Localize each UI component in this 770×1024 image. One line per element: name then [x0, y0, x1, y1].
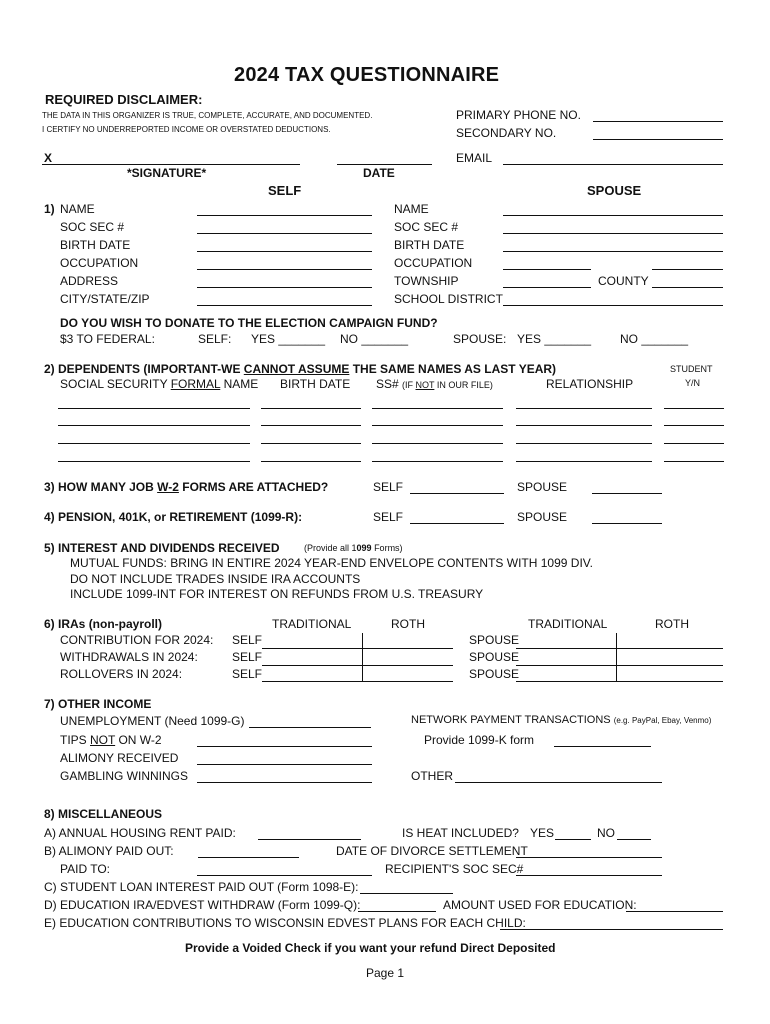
- divorce-date-label: DATE OF DIVORCE SETTLEMENT: [336, 844, 528, 858]
- section-7-label: [44, 697, 151, 711]
- amount-education-field[interactable]: [626, 911, 723, 912]
- ira-self-label-2: SELF: [232, 650, 263, 664]
- spouse-roth-header: ROTH: [655, 617, 689, 631]
- section-4-number: 4): [44, 510, 55, 524]
- section-5-number: 5): [44, 541, 55, 555]
- dependent-4-ssn-field[interactable]: [372, 461, 503, 462]
- alimony-paid-label: B) ALIMONY PAID OUT:: [44, 844, 174, 858]
- dependent-student-yn: Y/N: [685, 378, 701, 388]
- dependent-4-relationship-field[interactable]: [516, 461, 652, 462]
- pension-spouse-label: SPOUSE: [517, 510, 568, 524]
- donate-self-label: SELF:: [198, 332, 232, 346]
- amount-education-label: AMOUNT USED FOR EDUCATION:: [443, 898, 637, 912]
- ira-spouse-label-2: SPOUSE: [469, 650, 520, 664]
- alimony-paid-field[interactable]: [198, 857, 299, 858]
- section-5-note: [304, 543, 403, 553]
- heat-no-field[interactable]: [617, 839, 651, 840]
- ira-spouse-label-3: SPOUSE: [469, 667, 520, 681]
- ira-withdrawals-label: WITHDRAWALS IN 2024:: [60, 650, 198, 664]
- donate-self-no[interactable]: NO _______: [340, 332, 409, 346]
- rent-paid-field[interactable]: [258, 839, 361, 840]
- date-label: DATE: [363, 166, 395, 180]
- signature-date-field[interactable]: [337, 164, 432, 165]
- dependent-relationship-column: RELATIONSHIP: [546, 377, 634, 391]
- section-7-text: OTHER INCOME: [58, 697, 152, 711]
- unemployment-label: UNEMPLOYMENT (Need 1099-G): [60, 714, 245, 728]
- spouse-traditional-header: TRADITIONAL: [528, 617, 608, 631]
- rent-paid-label: A) ANNUAL HOUSING RENT PAID:: [44, 826, 236, 840]
- ira-self-traditional-1-field[interactable]: [262, 648, 362, 649]
- ira-self-label-3: SELF: [232, 667, 263, 681]
- section-2-heading-underlined: CANNOT ASSUME: [243, 362, 350, 376]
- donate-question: DO YOU WISH TO DONATE TO THE ELECTION CAMPAIGN FUND?: [60, 316, 438, 330]
- section-5-text: INTEREST AND DIVIDENDS RECEIVED: [58, 541, 280, 555]
- dependent-2-relationship-field[interactable]: [516, 425, 652, 426]
- section-8-number: 8): [44, 807, 55, 821]
- school-district-field[interactable]: [503, 305, 723, 306]
- section-4-label: [44, 510, 302, 524]
- gambling-field[interactable]: [197, 782, 372, 783]
- donate-spouse-label: SPOUSE:: [453, 332, 507, 346]
- spouse-occupation-field-2[interactable]: [652, 269, 723, 270]
- network-payment-text: NETWORK PAYMENT TRANSACTIONS: [411, 714, 611, 726]
- ira-spouse-column-divider: [616, 633, 617, 682]
- treasury-interest-note: INCLUDE 1099-INT FOR INTEREST ON REFUNDS FROM U.S. TREASURY: [70, 587, 484, 601]
- ira-spouse-traditional-1-field[interactable]: [516, 648, 616, 649]
- dependent-name-col-u: FORMAL: [170, 377, 221, 391]
- section-3-label-u: W-2: [157, 480, 179, 494]
- student-loan-label: C) STUDENT LOAN INTEREST PAID OUT (Form 1098-E):: [44, 880, 359, 894]
- ira-self-roth-3-field[interactable]: [362, 681, 453, 682]
- signature-label: *SIGNATURE*: [127, 166, 207, 180]
- donate-self-yes[interactable]: YES _______: [251, 332, 326, 346]
- w2-self-field[interactable]: [410, 493, 504, 494]
- section-4-text: PENSION, 401K, or RETIREMENT (1099-R):: [58, 510, 303, 524]
- spouse-ssn-field[interactable]: [503, 233, 723, 234]
- section-5-label: [44, 541, 280, 555]
- w2-self-label: SELF: [373, 480, 404, 494]
- self-roth-header: ROTH: [391, 617, 425, 631]
- ira-self-traditional-3-field[interactable]: [262, 681, 362, 682]
- ira-spouse-traditional-3-field[interactable]: [516, 681, 616, 682]
- dependent-4-student-field[interactable]: [664, 461, 724, 462]
- network-payment-note: (e.g. PayPal, Ebay, Venmo): [613, 716, 712, 725]
- student-loan-field[interactable]: [360, 893, 453, 894]
- self-address-label: ADDRESS: [60, 274, 119, 288]
- spouse-header: SPOUSE: [587, 183, 642, 198]
- section-7-number: 7): [44, 697, 55, 711]
- tips-label-u: NOT: [90, 733, 116, 747]
- primary-phone-label: PRIMARY PHONE NO.: [456, 108, 581, 122]
- spouse-name-field[interactable]: [503, 215, 723, 216]
- alimony-received-field[interactable]: [197, 764, 372, 765]
- self-name-field[interactable]: [197, 215, 372, 216]
- section-2-heading-a: DEPENDENTS (IMPORTANT-WE: [58, 362, 244, 376]
- ira-rollovers-label: ROLLOVERS IN 2024:: [60, 667, 183, 681]
- ira-trades-note: DO NOT INCLUDE TRADES INSIDE IRA ACCOUNTS: [70, 572, 361, 586]
- mutual-funds-note: MUTUAL FUNDS: BRING IN ENTIRE 2024 YEAR-END ENVELOPE CONTENTS WITH 1099 DIV.: [70, 556, 594, 570]
- divorce-date-field[interactable]: [516, 857, 662, 858]
- federal-label: $3 TO FEDERAL:: [60, 332, 155, 346]
- alimony-received-label: ALIMONY RECEIVED: [60, 751, 179, 765]
- dependent-2-student-field[interactable]: [664, 425, 724, 426]
- self-birthdate-label: BIRTH DATE: [60, 238, 131, 252]
- ira-self-traditional-2-field[interactable]: [262, 665, 362, 666]
- network-payment-label: [411, 714, 711, 726]
- self-occupation-label: OCCUPATION: [60, 256, 139, 270]
- section-3-number: 3): [44, 480, 55, 494]
- secondary-phone-label: SECONDARY NO.: [456, 126, 557, 140]
- ira-self-label-1: SELF: [232, 633, 263, 647]
- dependent-3-student-field[interactable]: [664, 443, 724, 444]
- spouse-birthdate-field[interactable]: [503, 251, 723, 252]
- self-header: SELF: [268, 183, 302, 198]
- self-birthdate-field[interactable]: [197, 251, 372, 252]
- paid-to-label: PAID TO:: [60, 862, 111, 876]
- dependent-ssn-col-c: IN OUR FILE): [434, 380, 493, 390]
- dependent-ssn-col-b: (IF: [402, 380, 416, 390]
- self-occupation-field[interactable]: [197, 269, 372, 270]
- disclaimer-line-2: I CERTIFY NO UNDERREPORTED INCOME OR OVERSTATED DEDUCTIONS.: [42, 125, 331, 134]
- spouse-name-label: NAME: [394, 202, 429, 216]
- edvest-contributions-label: E) EDUCATION CONTRIBUTIONS TO WISCONSIN EDVEST PLANS FOR EACH CHILD:: [44, 916, 526, 930]
- edvest-contributions-field[interactable]: [500, 929, 723, 930]
- donate-spouse-yes[interactable]: YES _______: [517, 332, 592, 346]
- section-1-number: 1): [44, 202, 55, 216]
- email-field[interactable]: [503, 164, 723, 165]
- signature-x-mark: X: [44, 151, 53, 165]
- dependent-ssn-col-u: NOT: [415, 380, 435, 390]
- dependent-3-birthdate-field[interactable]: [261, 443, 361, 444]
- ira-self-roth-2-field[interactable]: [362, 665, 453, 666]
- dependent-2-birthdate-field[interactable]: [261, 425, 361, 426]
- dependent-name-col-b: NAME: [220, 377, 259, 391]
- pension-spouse-field[interactable]: [592, 523, 662, 524]
- dependent-birthdate-column: BIRTH DATE: [280, 377, 351, 391]
- self-city-field[interactable]: [197, 305, 372, 306]
- section-3-label-b: FORMS ARE ATTACHED?: [178, 480, 329, 494]
- dependent-name-column: [60, 377, 258, 391]
- ira-self-roth-1-field[interactable]: [362, 648, 453, 649]
- provide-1099k-label: Provide 1099-K form: [424, 733, 535, 747]
- education-ira-label: D) EDUCATION IRA/EDVEST WITHDRAW (Form 1099-Q):: [44, 898, 361, 912]
- donate-spouse-no[interactable]: NO _______: [620, 332, 689, 346]
- section-2-heading-b: THE SAME NAMES AS LAST YEAR): [349, 362, 557, 376]
- dependent-4-birthdate-field[interactable]: [261, 461, 361, 462]
- disclaimer-heading: REQUIRED DISCLAIMER:: [45, 92, 203, 107]
- ira-spouse-roth-1-field[interactable]: [616, 648, 723, 649]
- self-city-label: CITY/STATE/ZIP: [60, 292, 150, 306]
- spouse-birthdate-label: BIRTH DATE: [394, 238, 465, 252]
- ira-spouse-label-1: SPOUSE: [469, 633, 520, 647]
- self-ssn-label: SOC SEC #: [60, 220, 125, 234]
- education-ira-field[interactable]: [358, 911, 436, 912]
- section-5-note-c: Forms): [371, 543, 403, 553]
- voided-check-note: Provide a Voided Check if you want your refund Direct Deposited: [185, 941, 556, 955]
- ira-self-column-divider: [362, 633, 363, 682]
- school-district-label: SCHOOL DISTRICT: [394, 292, 503, 306]
- township-field[interactable]: [503, 287, 591, 288]
- section-6-number: 6): [44, 617, 55, 631]
- ira-spouse-roth-3-field[interactable]: [616, 681, 723, 682]
- dependent-2-name-field[interactable]: [58, 425, 250, 426]
- pension-self-label: SELF: [373, 510, 404, 524]
- pension-self-field[interactable]: [410, 523, 504, 524]
- dependent-ssn-column: [376, 377, 493, 391]
- spouse-ssn-label: SOC SEC #: [394, 220, 459, 234]
- heat-yes-field[interactable]: [555, 839, 591, 840]
- gambling-label: GAMBLING WINNINGS: [60, 769, 189, 783]
- section-2-number: 2): [44, 362, 55, 376]
- county-field[interactable]: [652, 287, 723, 288]
- w2-spouse-label: SPOUSE: [517, 480, 568, 494]
- section-6-label: [44, 617, 162, 631]
- self-traditional-header: TRADITIONAL: [272, 617, 352, 631]
- tips-field[interactable]: [197, 746, 372, 747]
- dependent-1-name-field[interactable]: [58, 408, 250, 409]
- township-label: TOWNSHIP: [394, 274, 459, 288]
- dependent-student-column: STUDENT: [670, 364, 713, 374]
- heat-yes-label: YES: [530, 826, 555, 840]
- section-5-note-b: 099: [356, 543, 372, 553]
- signature-field[interactable]: [42, 164, 300, 165]
- section-6-text: IRAs (non-payroll): [58, 617, 163, 631]
- dependent-4-name-field[interactable]: [58, 461, 250, 462]
- county-label: COUNTY: [598, 274, 649, 288]
- section-8-label: [44, 807, 162, 821]
- dependent-1-relationship-field[interactable]: [516, 408, 652, 409]
- disclaimer-line-1: THE DATA IN THIS ORGANIZER IS TRUE, COMPLETE, ACCURATE, AND DOCUMENTED.: [42, 111, 373, 120]
- section-8-text: MISCELLANEOUS: [58, 807, 163, 821]
- self-address-field[interactable]: [197, 287, 372, 288]
- dependent-1-ssn-field[interactable]: [372, 408, 503, 409]
- ira-contribution-label: CONTRIBUTION FOR 2024:: [60, 633, 214, 647]
- tips-label-a: TIPS: [60, 733, 91, 747]
- paid-to-field[interactable]: [197, 875, 372, 876]
- heat-no-label: NO: [597, 826, 615, 840]
- network-payment-field[interactable]: [554, 746, 651, 747]
- dependent-1-birthdate-field[interactable]: [261, 408, 361, 409]
- heat-included-label: IS HEAT INCLUDED?: [402, 826, 519, 840]
- spouse-occupation-label: OCCUPATION: [394, 256, 473, 270]
- self-name-label: NAME: [60, 202, 95, 216]
- dependent-3-ssn-field[interactable]: [372, 443, 503, 444]
- section-5-note-a: (Provide all 1: [304, 543, 357, 553]
- ira-spouse-traditional-2-field[interactable]: [516, 665, 616, 666]
- primary-phone-field[interactable]: [593, 121, 723, 122]
- secondary-phone-field[interactable]: [593, 139, 723, 140]
- section-3-label: [44, 480, 328, 494]
- recipient-ssn-label: RECIPIENT'S SOC SEC#: [385, 862, 524, 876]
- recipient-ssn-field[interactable]: [516, 875, 662, 876]
- ira-spouse-roth-2-field[interactable]: [616, 665, 723, 666]
- dependent-ssn-col-a: SS#: [376, 377, 399, 391]
- other-income-label: OTHER: [411, 769, 453, 783]
- other-income-field[interactable]: [455, 782, 662, 783]
- tips-label: [60, 733, 162, 747]
- email-label: EMAIL: [456, 151, 493, 165]
- dependent-3-name-field[interactable]: [58, 443, 250, 444]
- w2-spouse-field[interactable]: [592, 493, 662, 494]
- unemployment-field[interactable]: [249, 727, 371, 728]
- page-number: Page 1: [366, 966, 405, 980]
- dependent-3-relationship-field[interactable]: [516, 443, 652, 444]
- self-ssn-field[interactable]: [197, 233, 372, 234]
- page-title: 2024 TAX QUESTIONNAIRE: [234, 64, 500, 86]
- spouse-occupation-field[interactable]: [503, 269, 591, 270]
- dependent-1-student-field[interactable]: [664, 408, 724, 409]
- section-2-heading: [44, 362, 556, 376]
- section-3-label-a: HOW MANY JOB: [58, 480, 158, 494]
- dependent-name-col-a: SOCIAL SECURITY: [60, 377, 171, 391]
- dependent-2-ssn-field[interactable]: [372, 425, 503, 426]
- tips-label-b: ON W-2: [115, 733, 162, 747]
